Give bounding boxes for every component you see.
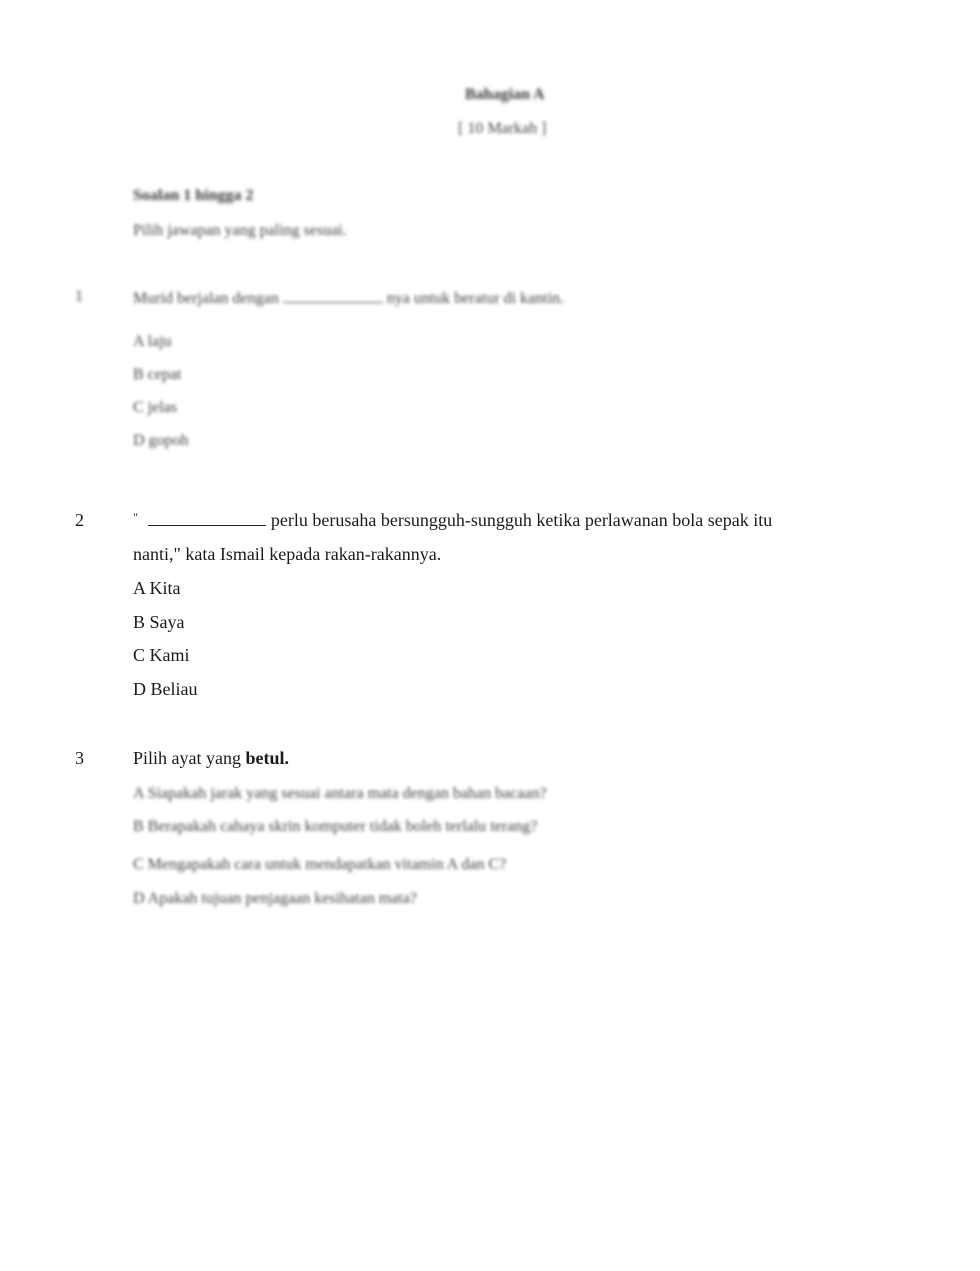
question-2-quote-open: " (133, 510, 138, 524)
question-3-option-c: C Mengapakah cara untuk mendapatkan vitamin A dan C? (133, 856, 507, 873)
question-3-text (133, 748, 289, 769)
question-1-text (133, 288, 564, 308)
question-2-text-after: perlu berusaha bersungguh-sungguh ketika perlawanan bola sepak itu (270, 510, 773, 530)
instructions-heading: Soalan 1 hingga 2 (133, 187, 254, 204)
question-3-option-a: A Siapakah jarak yang sesuai antara mata dengan bahan bacaan? (133, 785, 547, 802)
question-2-text-line2: nanti," kata Ismail kepada rakan-rakannya. (133, 544, 442, 564)
question-1-text-before: Murid berjalan dengan (133, 290, 279, 307)
question-3-text-bold: betul. (245, 748, 289, 768)
question-2-text-line1 (133, 510, 772, 531)
instructions-text: Pilih jawapan yang paling sesuai. (133, 222, 347, 239)
question-3-option-b: B Berapakah cahaya skrin komputer tidak boleh terlalu terang? (133, 818, 538, 835)
section-title: Bahagian A (465, 86, 545, 103)
question-2-option-c: C Kami (133, 645, 190, 665)
section-marks: [ 10 Markah ] (458, 120, 547, 137)
question-1-option-d: D gopoh (133, 432, 189, 449)
question-2-number: 2 (75, 510, 84, 530)
question-1-blank (283, 288, 383, 303)
question-1-number: 1 (75, 288, 83, 305)
question-1-text-after: nya untuk beratur di kantin. (386, 290, 565, 307)
question-3-text-main: Pilih ayat yang (133, 748, 241, 768)
question-2-option-b: B Saya (133, 612, 185, 632)
question-2-option-a: A Kita (133, 578, 181, 598)
question-2-option-d: D Beliau (133, 679, 198, 699)
question-1-option-c: C jelas (133, 399, 177, 416)
question-2-blank (148, 511, 266, 526)
question-3-option-d: D Apakah tujuan penjagaan kesihatan mata? (133, 890, 417, 907)
question-1-option-a: A laju (133, 333, 172, 350)
question-1-option-b: B cepat (133, 366, 182, 383)
question-3-number: 3 (75, 748, 84, 768)
